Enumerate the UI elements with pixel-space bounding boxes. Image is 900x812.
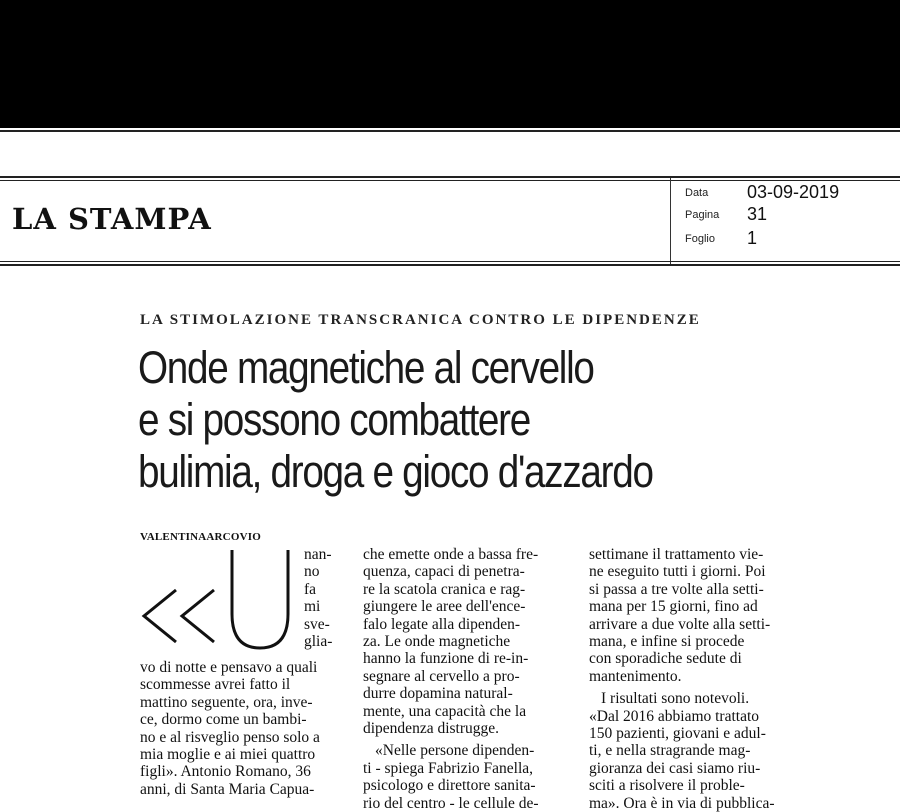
- masthead-rule-bottom: [0, 264, 900, 266]
- text-line: psicologo e direttore sanita-: [363, 777, 536, 795]
- text-line: mattino seguente, ora, inve-: [140, 693, 313, 711]
- top-black-band: [0, 0, 900, 128]
- meta-value: 31: [747, 204, 768, 224]
- text-line: sciti a risolvere il proble-: [589, 777, 745, 795]
- masthead-rule-bottom-thin: [0, 261, 900, 262]
- meta-row-date: [685, 182, 839, 203]
- text-line: mia moglie e ai miei quattro: [140, 746, 316, 764]
- text-line: vo di notte e pensavo a quali: [140, 659, 318, 676]
- meta-row-sheet: [685, 228, 757, 249]
- top-rule-1: [0, 130, 900, 132]
- column-2-text: [363, 546, 573, 812]
- text-line: settimane il trattamento vie-: [589, 546, 764, 563]
- text-line: arrivare a due volte alla setti-: [589, 615, 771, 633]
- dropcap-letter: [0, 0, 1, 1]
- text-line: gioranza dei casi siamo riu-: [589, 759, 761, 777]
- text-line: fa: [304, 580, 317, 598]
- dropcap-side-text: [304, 546, 332, 650]
- newspaper-logo: LA STAMPA: [12, 202, 212, 236]
- text-line: za. Le onde magnetiche: [363, 633, 511, 651]
- text-line: mente, una capacità che la: [363, 702, 527, 720]
- text-line: figli». Antonio Romano, 36: [140, 763, 311, 781]
- text-line: si passa a tre volte alla setti-: [589, 580, 764, 598]
- meta-value: 03-09-2019: [747, 182, 840, 202]
- text-line: segnare al cervello a pro-: [363, 667, 520, 685]
- text-line: dipendenza distrugge.: [363, 720, 500, 738]
- text-line: nan-: [304, 546, 332, 563]
- article-headline: [138, 342, 653, 498]
- meta-label: Data: [685, 186, 709, 199]
- text-line: con sporadiche sedute di: [589, 650, 742, 668]
- text-line: no: [304, 563, 320, 581]
- masthead: [0, 178, 900, 264]
- text-line: glia-: [304, 633, 333, 651]
- text-line: ti, e nella stragrande mag-: [589, 742, 751, 760]
- text-line: re la scatola cranica e rag-: [363, 580, 526, 598]
- headline-line: e si possono combattere: [138, 394, 530, 445]
- text-line: «Nelle persone dipenden-: [375, 742, 535, 760]
- meta-label: Foglio: [685, 232, 715, 245]
- article-kicker: LA STIMOLAZIONE TRANSCRANICA CONTRO LE DIPENDENZE: [140, 312, 701, 328]
- text-line: rio del centro - le cellule de-: [363, 794, 539, 812]
- text-line: quenza, capaci di penetra-: [363, 563, 525, 581]
- text-line: che emette onde a bassa fre-: [363, 546, 539, 563]
- text-line: falo legate alla dipenden-: [363, 615, 521, 633]
- text-line: ce, dormo come un bambi-: [140, 711, 307, 729]
- text-line: mi: [304, 598, 321, 616]
- text-line: 150 pazienti, giovani e adul-: [589, 725, 766, 743]
- text-line: scommesse avrei fatto il: [140, 676, 291, 694]
- column-3-text: [589, 546, 794, 812]
- text-line: ti - spiega Fabrizio Fanella,: [363, 759, 534, 777]
- meta-value: 1: [747, 228, 758, 248]
- dropcap-quote-mark: [136, 586, 224, 646]
- text-line: I risultati sono notevoli.: [601, 690, 750, 708]
- text-line: mana, e infine si procede: [589, 633, 745, 651]
- meta-box: [670, 178, 900, 264]
- text-line: ma». Ora è in via di pubblica-: [589, 794, 775, 812]
- headline-line: Onde magnetiche al cervello: [138, 342, 594, 393]
- text-line: anni, di Santa Maria Capua-: [140, 780, 315, 798]
- text-line: ne eseguito tutti i giorni. Poi: [589, 563, 766, 581]
- text-line: no e al risveglio penso solo a: [140, 728, 320, 746]
- article-byline: VALENTINAARCOVIO: [140, 531, 261, 543]
- text-line: hanno la funzione di re-in-: [363, 650, 529, 668]
- meta-row-page: [685, 204, 767, 225]
- dropcap-u-glyph: [226, 546, 294, 652]
- headline-line: bulimia, droga e gioco d'azzardo: [138, 446, 653, 497]
- meta-label: Pagina: [685, 208, 720, 221]
- text-line: mana per 15 giorni, fino ad: [589, 598, 758, 616]
- column-1-text: [140, 659, 320, 798]
- text-line: «Dal 2016 abbiamo trattato: [589, 707, 760, 725]
- text-line: durre dopamina natural-: [363, 685, 513, 703]
- text-line: mantenimento.: [589, 667, 682, 685]
- text-line: giungere le aree dell'ence-: [363, 598, 526, 616]
- text-line: sve-: [304, 615, 330, 633]
